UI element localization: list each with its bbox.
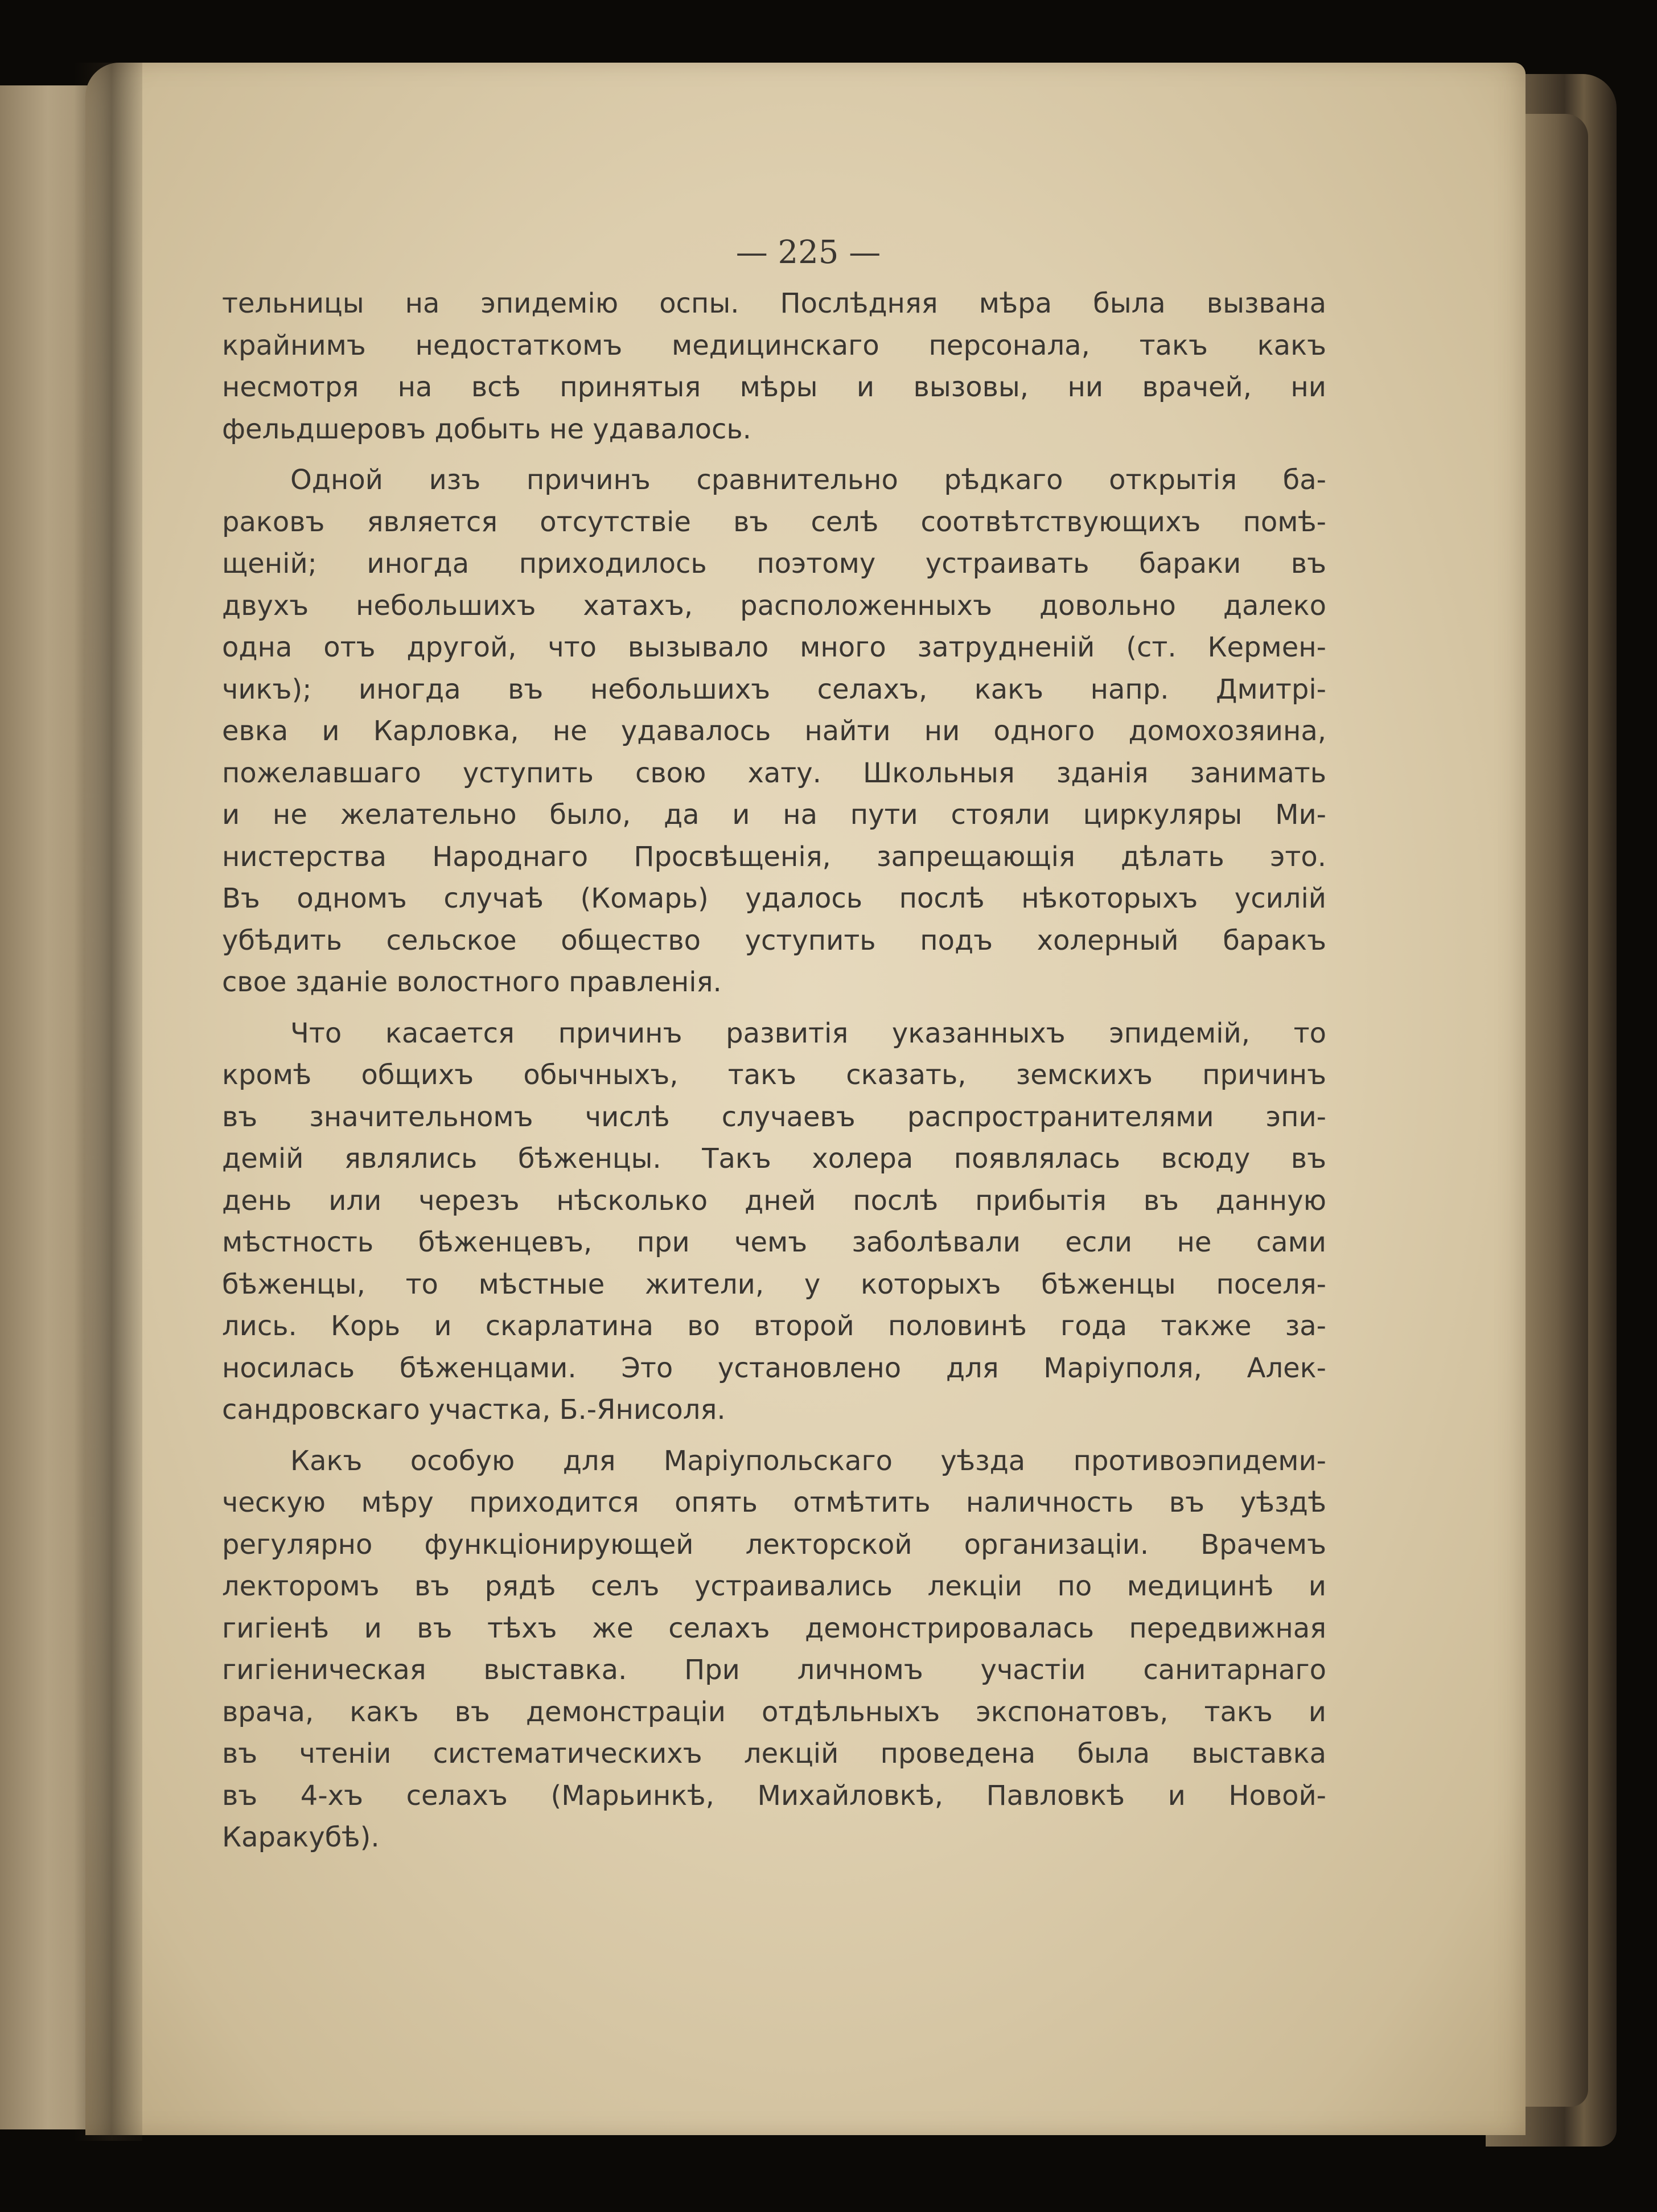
text-line: свое зданіе волостного правленія. (222, 966, 722, 999)
text-line: нистерства Народнаго Просвѣщенія, запрещающія дѣлать это. (222, 840, 1326, 873)
text-line: Одной изъ причинъ сравнительно рѣдкаго открытія ба- (290, 464, 1326, 496)
text-line: демій являлись бѣженцы. Такъ холера появлялась всюду въ (222, 1143, 1326, 1175)
page-number: — 225 — (735, 234, 881, 271)
text-line: двухъ небольшихъ хатахъ, расположенныхъ довольно далеко (222, 589, 1326, 622)
text-line: въ 4-хъ селахъ (Марьинкѣ, Михайловкѣ, Павловкѣ и Новой- (222, 1779, 1326, 1812)
text-line: раковъ является отсутствіе въ селѣ соотвѣтствующихъ помѣ- (222, 506, 1326, 538)
text-line: гигіенѣ и въ тѣхъ же селахъ демонстрировалась передвижная (222, 1612, 1326, 1644)
book-page (85, 63, 1526, 2135)
text-line: носилась бѣженцами. Это установлено для Маріуполя, Алек- (222, 1352, 1326, 1384)
text-line: врача, какъ въ демонстраціи отдѣльныхъ экспонатовъ, такъ и (222, 1696, 1326, 1728)
text-line: тельницы на эпидемію оспы. Послѣдняя мѣра была вызвана (222, 288, 1326, 320)
text-line: кромѣ общихъ обычныхъ, такъ сказать, земскихъ причинъ (222, 1059, 1326, 1091)
text-line: несмотря на всѣ принятыя мѣры и вызовы, ни врачей, ни (222, 371, 1326, 404)
text-line: мѣстность бѣженцевъ, при чемъ заболѣвали если не сами (222, 1226, 1326, 1259)
text-line: одна отъ другой, что вызывало много затрудненій (ст. Кермен- (222, 631, 1326, 664)
text-line: Каракубѣ). (222, 1821, 380, 1854)
text-line: бѣженцы, то мѣстные жители, у которыхъ бѣженцы поселя- (222, 1268, 1326, 1300)
text-line: въ значительномъ числѣ случаевъ распространителями эпи- (222, 1101, 1326, 1133)
paragraph-1 (222, 283, 1326, 450)
paragraph-2 (222, 459, 1326, 1004)
text-line: крайнимъ недостаткомъ медицинскаго персонала, такъ какъ (222, 329, 1326, 362)
paragraph-4 (222, 1441, 1326, 1859)
text-line: гигіеническая выставка. При личномъ участіи санитарнаго (222, 1654, 1326, 1686)
text-line: Въ одномъ случаѣ (Комарь) удалось послѣ нѣкоторыхъ усилій (222, 883, 1326, 915)
paragraph-3 (222, 1013, 1326, 1431)
text-line: Что касается причинъ развитія указанныхъ эпидемій, то (290, 1017, 1326, 1049)
text-line: ческую мѣру приходится опять отмѣтить наличность въ уѣздѣ (222, 1487, 1326, 1519)
text-line: въ чтеніи систематическихъ лекцій проведена была выставка (222, 1738, 1326, 1770)
text-line: Какъ особую для Маріупольскаго уѣзда противоэпидеми- (290, 1444, 1326, 1477)
text-line: фельдшеровъ добыть не удавалось. (222, 413, 751, 445)
text-line: пожелавшаго уступить свою хату. Школьныя зданія занимать (222, 757, 1326, 789)
text-line: евка и Карловка, не удавалось найти ни одного домохозяина, (222, 715, 1326, 748)
text-line: убѣдить сельское общество уступить подъ холерный баракъ (222, 924, 1326, 957)
text-line: чикъ); иногда въ небольшихъ селахъ, какъ напр. Дмитрі- (222, 673, 1326, 705)
page-content (222, 233, 1326, 1868)
text-line: регулярно функціонирующей лекторской организаціи. Врачемъ (222, 1528, 1326, 1561)
text-line: лекторомъ въ рядѣ селъ устраивались лекціи по медицинѣ и (222, 1570, 1326, 1603)
book-gutter-shadow (74, 63, 142, 2141)
text-line: сандровскаго участка, Б.-Янисоля. (222, 1394, 726, 1426)
text-line: и не желательно было, да и на пути стояли циркуляры Ми- (222, 799, 1326, 831)
text-line: щеній; иногда приходилось поэтому устраивать бараки въ (222, 548, 1326, 580)
text-line: лись. Корь и скарлатина во второй половинѣ года также за- (222, 1310, 1326, 1343)
text-line: день или черезъ нѣсколько дней послѣ прибытія въ данную (222, 1184, 1326, 1217)
page-stack-inner-edge (1526, 114, 1588, 2107)
